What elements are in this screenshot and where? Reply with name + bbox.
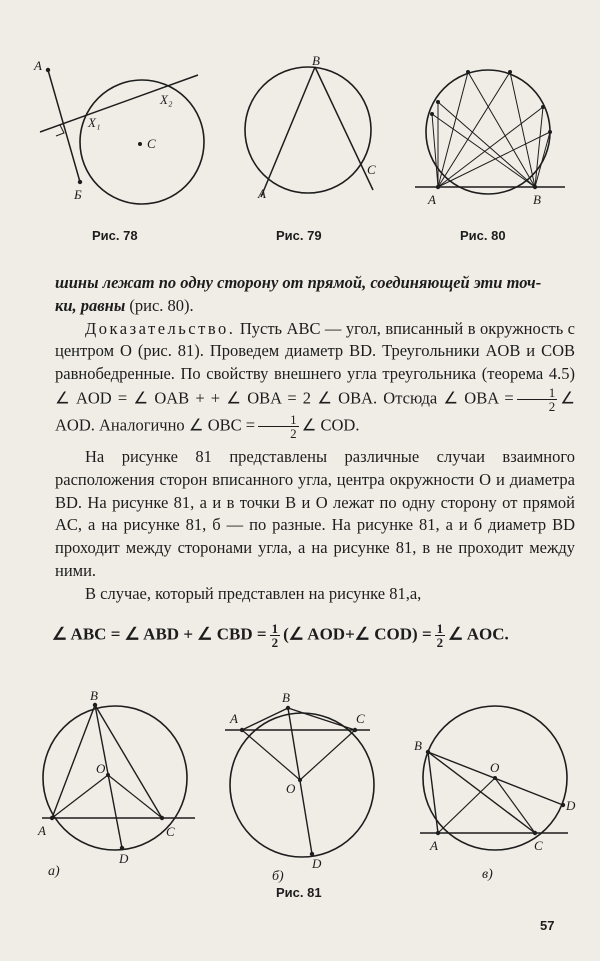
- fraction-half-1: $\frac{1}{2}$: [517, 386, 558, 413]
- svg-text:B: B: [90, 690, 98, 703]
- fig81-c: [414, 706, 576, 882]
- svg-text:D: D: [566, 798, 576, 813]
- fig79-circle: [245, 67, 371, 193]
- fig78-segment-ab: [48, 70, 80, 182]
- figure-80: [410, 52, 580, 252]
- fig78-label-x2: X₂: [160, 92, 173, 107]
- fig78-point-a: [46, 68, 50, 72]
- text-line-2: ки, равны (рис. 80).: [55, 295, 194, 315]
- svg-text:C: C: [166, 824, 175, 839]
- fig78-circle: [80, 80, 204, 204]
- fig78-right-angle-mark: [56, 125, 64, 136]
- fig78-label-b: Б: [74, 187, 82, 202]
- svg-text:D: D: [312, 856, 322, 871]
- svg-text:B: B: [282, 690, 290, 705]
- formula-frac-1: $\frac{1}{2}$: [271, 621, 279, 650]
- fig79-label-b: B: [312, 53, 320, 68]
- formula-frac-2: $\frac{1}{2}$: [436, 621, 444, 650]
- svg-text:A: A: [430, 838, 438, 853]
- fig81-sub-b: б): [272, 869, 284, 884]
- fig78-point-c: [138, 142, 142, 146]
- svg-text:O: O: [286, 781, 296, 796]
- body-text: [55, 272, 575, 606]
- paragraph-2: На рисунке 81 представлены различные случаи взаимного расположения сторон вписанного угла, центра окружности O и диаметра BD. На рисунке 81, а и в точки B и O лежат по одну сторону от прямой AC, а на рисунке 81, б — по разные. На рисунке 81, а и б диаметр BD проходит между сторонами угла, а на рисунке 81, в не проходит между ними.: [55, 446, 575, 580]
- figure-78: [30, 52, 205, 252]
- figure-81: [20, 690, 590, 915]
- proof-label: Доказательство.: [85, 318, 236, 338]
- fig81-b: [225, 690, 374, 900]
- svg-text:C: C: [534, 838, 543, 853]
- text-line-1: шины лежат по одну сторону от прямой, соединяющей эти точ-: [55, 273, 542, 292]
- fig78-caption: Рис. 78: [92, 228, 138, 243]
- fig80-label-b: B: [533, 192, 541, 207]
- fig79-side-ba: [261, 67, 315, 197]
- fig78-label-c: C: [147, 136, 156, 151]
- fig81-sub-c: в): [482, 867, 493, 882]
- fig78-label-a: A: [34, 58, 42, 73]
- svg-text:O: O: [96, 761, 106, 776]
- fig79-label-a: A: [258, 186, 266, 201]
- svg-text:B: B: [414, 738, 422, 753]
- fig81-sub-a: а): [48, 864, 60, 879]
- fig78-point-b: [78, 180, 82, 184]
- svg-text:D: D: [119, 851, 129, 866]
- fig79-side-bc: [315, 67, 373, 190]
- fig80-caption: Рис. 80: [460, 228, 506, 243]
- page-number: 57: [540, 918, 555, 933]
- fig79-label-c: C: [367, 162, 376, 177]
- proof-paragraph: Доказательство. Пусть ABC — угол, вписанный в окружность с центром O (рис. 81). Проведем диаметр BD. Треугольники AOB и COB равнобедренные. По свойству внешнего угла треугольника (теорема 4.5) ∠ AOD = ∠ OAB + + ∠ OBA = 2 ∠ OBA. Отсюда ∠ OBA = $\frac{1}{2}$ ∠ AOD. Аналогично ∠ OBC = $\frac{1}{2}$ ∠ COD.: [55, 318, 576, 441]
- fig81-caption: Рис. 81: [276, 885, 322, 900]
- fig81-a: [37, 690, 195, 879]
- fraction-half-2: $\frac{1}{2}$: [258, 413, 299, 440]
- angle-formula: ∠ ABC = ∠ ABD + ∠ CBD = $\frac{1}{2}$ (∠ AOD+∠ COD) = $\frac{1}{2}$ ∠ AOC.: [52, 621, 509, 650]
- fig80-circle: [426, 70, 550, 194]
- fig80-label-a: A: [428, 192, 436, 207]
- svg-text:A: A: [38, 823, 46, 838]
- svg-text:O: O: [490, 760, 500, 775]
- paragraph-3: В случае, который представлен на рисунке 81,а,: [85, 583, 422, 603]
- svg-text:C: C: [356, 711, 365, 726]
- figure-79: [228, 52, 398, 252]
- svg-text:A: A: [230, 711, 238, 726]
- fig79-caption: Рис. 79: [276, 228, 322, 243]
- fig78-label-x1: X₁: [88, 115, 101, 130]
